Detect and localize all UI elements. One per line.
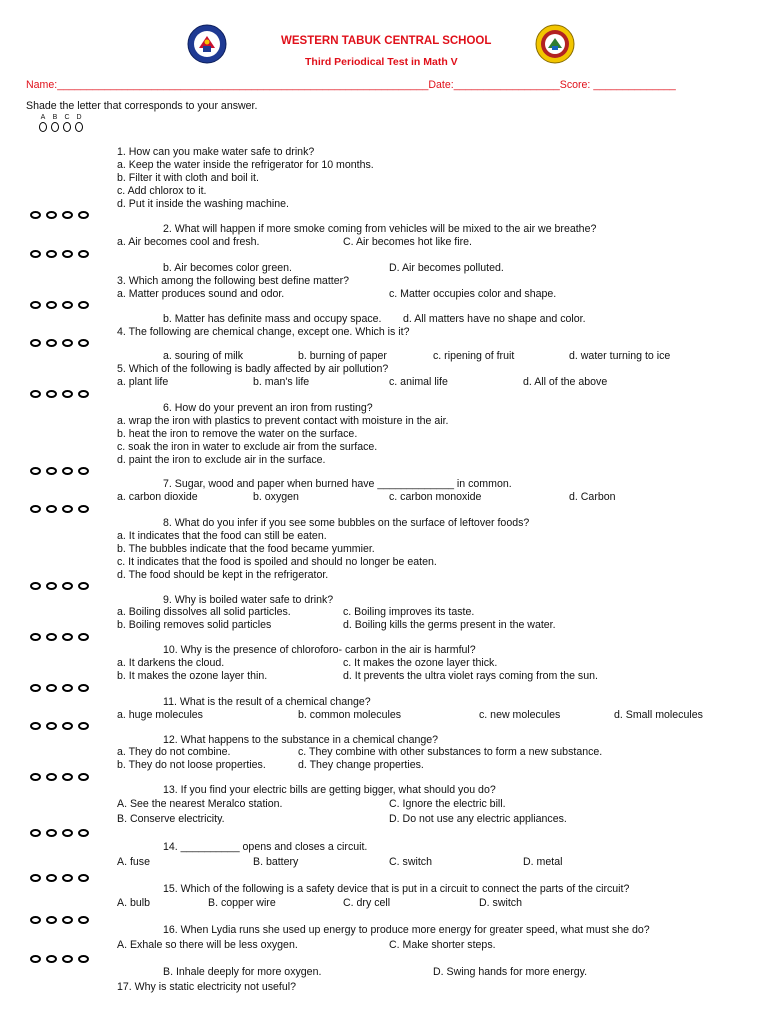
q1-option-a: a. Keep the water inside the refrigerator for 10 months. bbox=[117, 159, 374, 171]
bubble-c[interactable] bbox=[62, 916, 73, 924]
bubble-a[interactable] bbox=[30, 301, 41, 309]
q3-option-d: d. All matters have no shape and color. bbox=[403, 313, 586, 325]
bubble-a[interactable] bbox=[30, 916, 41, 924]
q2-stem: 2. What will happen if more smoke coming from vehicles will be mixed to the air we breathe? bbox=[163, 223, 597, 235]
q3-option-a: a. Matter produces sound and odor. bbox=[117, 288, 285, 300]
q7-option-d: d. Carbon bbox=[569, 491, 616, 503]
bubble-c[interactable] bbox=[62, 301, 73, 309]
q14-option-d: D. metal bbox=[523, 856, 563, 868]
q17-stem: 17. Why is static electricity not useful? bbox=[117, 981, 296, 993]
bubble-c[interactable] bbox=[62, 505, 73, 513]
q12-answer-bubbles bbox=[30, 773, 89, 781]
bubble-a[interactable] bbox=[30, 390, 41, 398]
bubble-c[interactable] bbox=[62, 211, 73, 219]
q9-option-d: d. Boiling kills the germs present in the water. bbox=[343, 619, 556, 631]
bubble-b[interactable] bbox=[46, 955, 57, 963]
bubble-d[interactable] bbox=[78, 874, 89, 882]
q8-option-d: d. The food should be kept in the refrigerator. bbox=[117, 569, 329, 581]
bubble-d[interactable] bbox=[78, 916, 89, 924]
q7-answer-bubbles bbox=[30, 505, 89, 513]
bubble-d[interactable] bbox=[78, 339, 89, 347]
q5-option-c: c. animal life bbox=[389, 376, 448, 388]
bubble-d[interactable] bbox=[78, 633, 89, 641]
q16-option-d: D. Swing hands for more energy. bbox=[433, 966, 588, 978]
q4-stem: 4. The following are chemical change, except one. Which is it? bbox=[117, 326, 410, 338]
q6-option-c: c. soak the iron in water to exclude air from the surface. bbox=[117, 441, 378, 453]
test-title: Third Periodical Test in Math V bbox=[305, 56, 458, 68]
bubble-c[interactable] bbox=[62, 874, 73, 882]
q10-option-b: b. It makes the ozone layer thin. bbox=[117, 670, 268, 682]
q14-answer-bubbles bbox=[30, 874, 89, 882]
bubble-b[interactable] bbox=[46, 722, 57, 730]
q16-option-a: A. Exhale so there will be less oxygen. bbox=[117, 939, 298, 951]
bubble-b[interactable] bbox=[46, 505, 57, 513]
bubble-d[interactable] bbox=[78, 684, 89, 692]
q13-stem: 13. If you find your electric bills are getting bigger, what should you do? bbox=[163, 784, 496, 796]
q13-option-a: A. See the nearest Meralco station. bbox=[117, 798, 283, 810]
bubble-a[interactable] bbox=[30, 467, 41, 475]
legend-bubble bbox=[39, 122, 47, 132]
q2-option-d: D. Air becomes polluted. bbox=[389, 262, 504, 274]
bubble-d[interactable] bbox=[78, 505, 89, 513]
bubble-c[interactable] bbox=[62, 633, 73, 641]
bubble-d[interactable] bbox=[78, 467, 89, 475]
q1-option-b: b. Filter it with cloth and boil it. bbox=[117, 172, 259, 184]
q3-option-b: b. Matter has definite mass and occupy space. bbox=[163, 313, 382, 325]
q1-option-c: c. Add chlorox to it. bbox=[117, 185, 207, 197]
q11-option-d: d. Small molecules bbox=[614, 709, 703, 721]
bubble-c[interactable] bbox=[62, 829, 73, 837]
q9-stem: 9. Why is boiled water safe to drink? bbox=[163, 594, 334, 606]
deped-seal-icon bbox=[187, 24, 227, 64]
bubble-b[interactable] bbox=[46, 773, 57, 781]
q2-option-b: b. Air becomes color green. bbox=[163, 262, 292, 274]
q6-answer-bubbles bbox=[30, 467, 89, 475]
q12-stem: 12. What happens to the substance in a chemical change? bbox=[163, 734, 439, 746]
bubble-a[interactable] bbox=[30, 773, 41, 781]
bubble-a[interactable] bbox=[30, 339, 41, 347]
q14-option-a: A. fuse bbox=[117, 856, 150, 868]
q9-answer-bubbles bbox=[30, 633, 89, 641]
q4-option-a: a. souring of milk bbox=[163, 350, 244, 362]
q10-stem: 10. Why is the presence of chloroforo- carbon in the air is harmful? bbox=[163, 644, 476, 656]
bubble-a[interactable] bbox=[30, 722, 41, 730]
q5-option-d: d. All of the above bbox=[523, 376, 608, 388]
q1-stem: 1. How can you make water safe to drink? bbox=[117, 146, 315, 158]
bubble-d[interactable] bbox=[78, 250, 89, 258]
legend-a: A bbox=[39, 114, 47, 132]
q12-option-c: c. They combine with other substances to form a new substance. bbox=[298, 746, 603, 758]
q10-option-c: c. It makes the ozone layer thick. bbox=[343, 657, 498, 669]
bubble-d[interactable] bbox=[78, 773, 89, 781]
bubble-d[interactable] bbox=[78, 582, 89, 590]
q9-option-b: b. Boiling removes solid particles bbox=[117, 619, 272, 631]
q11-stem: 11. What is the result of a chemical change? bbox=[163, 696, 371, 708]
bubble-d[interactable] bbox=[78, 829, 89, 837]
q12-option-a: a. They do not combine. bbox=[117, 746, 231, 758]
q2-answer-bubbles bbox=[30, 250, 89, 258]
bubble-a[interactable] bbox=[30, 250, 41, 258]
bubble-b[interactable] bbox=[46, 211, 57, 219]
bubble-d[interactable] bbox=[78, 301, 89, 309]
bubble-d[interactable] bbox=[78, 955, 89, 963]
answer-key-legend bbox=[39, 114, 83, 132]
legend-bubble bbox=[51, 122, 59, 132]
q13-option-c: C. Ignore the electric bill. bbox=[389, 798, 506, 810]
bubble-b[interactable] bbox=[46, 250, 57, 258]
legend-d: D bbox=[75, 114, 83, 132]
bubble-a[interactable] bbox=[30, 633, 41, 641]
bubble-c[interactable] bbox=[62, 582, 73, 590]
bubble-c[interactable] bbox=[62, 339, 73, 347]
q13-option-b: B. Conserve electricity. bbox=[117, 813, 225, 825]
bubble-b[interactable] bbox=[46, 633, 57, 641]
bubble-c[interactable] bbox=[62, 955, 73, 963]
bubble-b[interactable] bbox=[46, 390, 57, 398]
bubble-c[interactable] bbox=[62, 722, 73, 730]
bubble-a[interactable] bbox=[30, 582, 41, 590]
bubble-b[interactable] bbox=[46, 467, 57, 475]
q13-answer-bubbles bbox=[30, 829, 89, 837]
bubble-b[interactable] bbox=[46, 684, 57, 692]
q8-option-a: a. It indicates that the food can still be eaten. bbox=[117, 530, 327, 542]
bubble-c[interactable] bbox=[62, 773, 73, 781]
bubble-a[interactable] bbox=[30, 505, 41, 513]
bubble-c[interactable] bbox=[62, 250, 73, 258]
bubble-b[interactable] bbox=[46, 829, 57, 837]
q4-option-d: d. water turning to ice bbox=[569, 350, 671, 362]
q11-answer-bubbles bbox=[30, 722, 89, 730]
bubble-a[interactable] bbox=[30, 829, 41, 837]
school-seal-icon bbox=[535, 24, 575, 64]
bubble-c[interactable] bbox=[62, 390, 73, 398]
bubble-a[interactable] bbox=[30, 874, 41, 882]
legend-bubble bbox=[75, 122, 83, 132]
q10-answer-bubbles bbox=[30, 684, 89, 692]
q7-option-a: a. carbon dioxide bbox=[117, 491, 198, 503]
q11-option-c: c. new molecules bbox=[479, 709, 561, 721]
bubble-c[interactable] bbox=[62, 467, 73, 475]
q1-option-d: d. Put it inside the washing machine. bbox=[117, 198, 289, 210]
q15-option-b: B. copper wire bbox=[208, 897, 276, 909]
q12-option-b: b. They do not loose properties. bbox=[117, 759, 266, 771]
q16-option-c: C. Make shorter steps. bbox=[389, 939, 496, 951]
q15-stem: 15. Which of the following is a safety device that is put in a circuit to connect the parts of the circuit? bbox=[163, 883, 630, 895]
bubble-d[interactable] bbox=[78, 722, 89, 730]
q2-option-c: C. Air becomes hot like fire. bbox=[343, 236, 472, 248]
legend-bubble bbox=[63, 122, 71, 132]
q6-option-b: b. heat the iron to remove the water on the surface. bbox=[117, 428, 358, 440]
name-date-score-line: Name:_______________________________________________________________Date:__________________Score: ______________ bbox=[26, 79, 676, 91]
bubble-a[interactable] bbox=[30, 955, 41, 963]
q15-option-d: D. switch bbox=[479, 897, 522, 909]
q6-option-d: d. paint the iron to exclude air in the surface. bbox=[117, 454, 326, 466]
q15-answer-bubbles bbox=[30, 916, 89, 924]
q14-stem: 14. __________ opens and closes a circuit. bbox=[163, 841, 368, 853]
q14-option-c: C. switch bbox=[389, 856, 432, 868]
q6-option-a: a. wrap the iron with plastics to prevent contact with moisture in the air. bbox=[117, 415, 449, 427]
legend-c: C bbox=[63, 114, 71, 132]
q5-stem: 5. Which of the following is badly affected by air pollution? bbox=[117, 363, 389, 375]
q15-option-c: C. dry cell bbox=[343, 897, 391, 909]
bubble-b[interactable] bbox=[46, 339, 57, 347]
q3-stem: 3. Which among the following best define matter? bbox=[117, 275, 350, 287]
q2-option-a: a. Air becomes cool and fresh. bbox=[117, 236, 260, 248]
q5-option-b: b. man's life bbox=[253, 376, 310, 388]
q10-option-d: d. It prevents the ultra violet rays coming from the sun. bbox=[343, 670, 598, 682]
q3-option-c: c. Matter occupies color and shape. bbox=[389, 288, 557, 300]
instructions: Shade the letter that corresponds to your answer. bbox=[26, 100, 258, 112]
legend-b: B bbox=[51, 114, 59, 132]
q10-option-a: a. It darkens the cloud. bbox=[117, 657, 225, 669]
bubble-a[interactable] bbox=[30, 684, 41, 692]
q7-option-c: c. carbon monoxide bbox=[389, 491, 482, 503]
q9-option-c: c. Boiling improves its taste. bbox=[343, 606, 475, 618]
bubble-b[interactable] bbox=[46, 582, 57, 590]
q11-option-a: a. huge molecules bbox=[117, 709, 203, 721]
bubble-b[interactable] bbox=[46, 916, 57, 924]
q7-option-b: b. oxygen bbox=[253, 491, 299, 503]
q11-option-b: b. common molecules bbox=[298, 709, 402, 721]
q5-answer-bubbles bbox=[30, 390, 89, 398]
q14-option-b: B. battery bbox=[253, 856, 299, 868]
school-name: WESTERN TABUK CENTRAL SCHOOL bbox=[281, 35, 492, 47]
bubble-d[interactable] bbox=[78, 211, 89, 219]
q6-stem: 6. How do your prevent an iron from rusting? bbox=[163, 402, 373, 414]
bubble-d[interactable] bbox=[78, 390, 89, 398]
q4-answer-bubbles bbox=[30, 339, 89, 347]
q8-stem: 8. What do you infer if you see some bubbles on the surface of leftover foods? bbox=[163, 517, 530, 529]
q5-option-a: a. plant life bbox=[117, 376, 169, 388]
q3-answer-bubbles bbox=[30, 301, 89, 309]
q13-option-d: D. Do not use any electric appliances. bbox=[389, 813, 567, 825]
q16-answer-bubbles bbox=[30, 955, 89, 963]
q4-option-b: b. burning of paper bbox=[298, 350, 387, 362]
q8-option-b: b. The bubbles indicate that the food became yummier. bbox=[117, 543, 375, 555]
q16-stem: 16. When Lydia runs she used up energy to produce more energy for greater speed, what must she do? bbox=[163, 924, 650, 936]
q8-answer-bubbles bbox=[30, 582, 89, 590]
q12-option-d: d. They change properties. bbox=[298, 759, 424, 771]
q15-option-a: A. bulb bbox=[117, 897, 150, 909]
q9-option-a: a. Boiling dissolves all solid particles. bbox=[117, 606, 291, 618]
q16-option-b: B. Inhale deeply for more oxygen. bbox=[163, 966, 322, 978]
q1-answer-bubbles bbox=[30, 211, 89, 219]
bubble-c[interactable] bbox=[62, 684, 73, 692]
bubble-b[interactable] bbox=[46, 301, 57, 309]
bubble-b[interactable] bbox=[46, 874, 57, 882]
bubble-a[interactable] bbox=[30, 211, 41, 219]
q4-option-c: c. ripening of fruit bbox=[433, 350, 515, 362]
q8-option-c: c. It indicates that the food is spoiled and should no longer be eaten. bbox=[117, 556, 437, 568]
q7-stem: 7. Sugar, wood and paper when burned have _____________ in common. bbox=[163, 478, 512, 490]
